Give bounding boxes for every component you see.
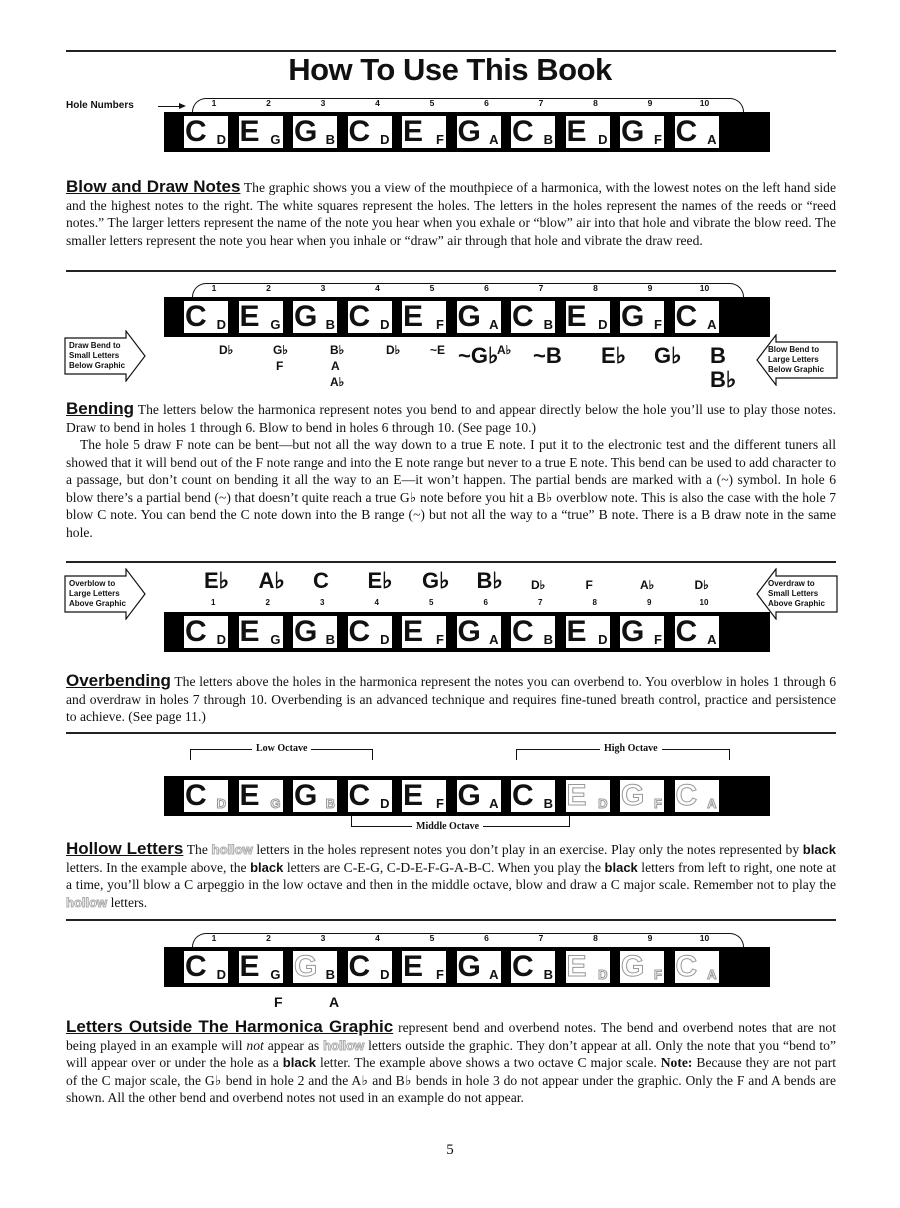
blow-draw-heading: Blow and Draw Notes <box>66 177 241 196</box>
outside-text-4: letter. The example above shows a two octave C major scale. <box>320 1055 657 1070</box>
draw-note: D <box>380 796 390 811</box>
bend-note-h10a: B <box>710 343 726 368</box>
blow-note: C <box>185 779 207 812</box>
bend-note-h2b: F <box>276 359 284 373</box>
draw-note: F <box>654 632 662 647</box>
blow-note: G <box>294 950 318 983</box>
overbend-note: A♭ <box>258 568 285 593</box>
harmonica-hole <box>511 116 555 148</box>
hole-number: 4 <box>375 283 380 293</box>
harmonica-hole <box>239 780 283 812</box>
draw-note: A <box>707 632 717 647</box>
draw-note: B <box>325 132 335 147</box>
bending-paragraph <box>66 400 836 541</box>
outside-text-3: letters outside the graphic. They don’t appear at all. Only the note that you “bend to” will appear over or under the hole as a <box>66 1037 837 1070</box>
bend-note-h10b: B♭ <box>710 367 737 392</box>
blow-note: E <box>566 779 587 812</box>
hole-number: 5 <box>429 933 435 943</box>
hole-number: 10 <box>699 283 710 293</box>
blow-note: E <box>403 115 424 148</box>
bend-note-h3b: A <box>331 359 340 373</box>
blow-bend-arrow <box>756 334 836 386</box>
overdraw-line3: Above Graphic <box>768 599 825 608</box>
hollow-text-1: The <box>186 842 208 857</box>
draw-note: D <box>380 967 390 982</box>
draw-note: D <box>598 317 608 332</box>
harmonica-hole <box>566 780 610 812</box>
overbend-note: E♭ <box>204 568 230 593</box>
harmonica-hole <box>457 116 501 148</box>
harmonica-hole <box>402 616 446 648</box>
draw-note: B <box>543 796 553 811</box>
bend-note-h8: E♭ <box>601 343 627 368</box>
overbend-note: E♭ <box>367 568 393 593</box>
blow-note: E <box>566 950 587 983</box>
blow-bend-line3: Below Graphic <box>768 365 825 374</box>
draw-note: B <box>543 632 553 647</box>
blow-note: G <box>457 115 481 148</box>
hollow-text-5: letters from left to right, one note at a time, you’ll blow a C arpeggio in the low octave and then in the middle octave, blow and draw a C major scale. Remember not to play the <box>66 859 837 892</box>
draw-note: F <box>654 317 662 332</box>
harmonica-hole <box>348 116 392 148</box>
bending-text1: The letters below the harmonica represent notes you bend to and appear directly below the hole you’ll use to play those notes. Draw to bend in holes 1 through 6. Blow to bend in holes 6 through 10. (See page 10.) <box>66 402 837 435</box>
harmonica-hole <box>511 301 555 333</box>
harmonica-hole <box>675 616 719 648</box>
blow-note: E <box>403 950 424 983</box>
draw-bend-line3: Below Graphic <box>69 361 126 370</box>
blow-note: C <box>675 300 698 333</box>
overbend-hole-number: 3 <box>320 598 325 607</box>
harmonica-hole <box>239 301 283 333</box>
blow-draw-text: The graphic shows you a view of the mouthpiece of a harmonica, with the lowest notes on the left hand side and the highest notes to the right. The white squares represent the holes. The letters in the holes represent the names of the reeds or “reed notes.” The larger letters represent the name of the note you hear when you exhale or “blow” air into that hole and vibrate the blow reed. The smaller letters represent the note you hear when you inhale or “draw” air through that hole and vibrate the draw reed. <box>66 180 836 248</box>
page-number: 5 <box>446 1142 454 1158</box>
draw-note: D <box>380 632 390 647</box>
hollow-text-6: letters. <box>110 894 148 910</box>
harmonica-hole <box>184 116 228 148</box>
blow-note: G <box>457 779 481 812</box>
outside-text-5: Because they are not part of the C major scale, the G♭ bend in hole 2 and the A♭ and B♭ bends in hole 3 do not appear under the graphic. Only the F and A bends are shown. All the other bend and overbend notes not used in an example do not appear. <box>66 1055 837 1105</box>
hole-number: 9 <box>647 98 653 108</box>
blow-note: G <box>457 950 481 983</box>
hole-number: 4 <box>375 933 380 943</box>
draw-note: B <box>543 317 553 332</box>
draw-note: B <box>325 967 335 982</box>
hole-number: 10 <box>699 933 710 943</box>
bend-note-h1: D♭ <box>219 343 234 357</box>
harmonica-body <box>164 297 770 337</box>
hole-number: 7 <box>538 933 544 943</box>
blow-note: G <box>621 779 645 812</box>
blow-note: C <box>348 779 371 812</box>
example-bend-h3: A <box>329 994 340 1010</box>
harmonica-hole <box>566 301 610 333</box>
blow-note: C <box>185 115 207 148</box>
overbend-hole-number: 1 <box>211 598 216 607</box>
draw-note: D <box>216 317 226 332</box>
bend-note-h9: G♭ <box>654 343 682 368</box>
draw-note: G <box>270 632 281 647</box>
overbend-hole-number: 8 <box>592 598 597 607</box>
harmonica-hole <box>293 116 337 148</box>
overbend-note: G♭ <box>422 568 450 593</box>
draw-note: F <box>654 796 662 811</box>
overblow-arrow <box>64 568 144 620</box>
draw-note: D <box>380 132 390 147</box>
black-word: black <box>802 842 837 857</box>
harmonica-hole <box>348 301 392 333</box>
hole-number: 2 <box>266 98 271 108</box>
hole-number: 6 <box>484 933 489 943</box>
harmonica-hole <box>184 780 228 812</box>
blow-note: C <box>512 615 534 648</box>
hole-number-row <box>210 933 750 945</box>
draw-bend-line2: Small Letters <box>69 351 120 360</box>
draw-note: A <box>707 967 717 982</box>
section-rule <box>66 732 836 734</box>
hollow-word: hollow <box>66 894 108 910</box>
draw-note: A <box>489 132 499 147</box>
overbend-note: F <box>585 578 593 592</box>
draw-note: G <box>270 967 281 982</box>
outside-text-2: appear as <box>267 1037 320 1053</box>
draw-note: A <box>707 132 717 147</box>
overbend-note: D♭ <box>531 578 546 592</box>
harmonica-hole <box>184 301 228 333</box>
harmonica-hole <box>457 951 501 983</box>
draw-note: F <box>436 317 444 332</box>
hole-number: 2 <box>266 283 271 293</box>
harmonica-hole <box>402 116 446 148</box>
overblow-line1: Overblow to <box>69 579 116 588</box>
harmonica-hole <box>184 951 228 983</box>
harmonica-hole <box>293 301 337 333</box>
harmonica-hole <box>620 780 664 812</box>
bend-note-h3a: B♭ <box>330 343 345 357</box>
blow-note: E <box>239 615 260 648</box>
harmonica-hole <box>566 951 610 983</box>
harmonica-hole <box>239 616 283 648</box>
low-octave-label: Low Octave <box>252 743 311 754</box>
hollow-text-2: letters in the holes represent notes you don’t play in an exercise. Play only the notes represented by <box>256 842 800 857</box>
blow-note: C <box>675 779 698 812</box>
black-word: black <box>604 859 638 875</box>
hole-number: 8 <box>593 283 598 293</box>
blow-note: E <box>239 779 260 812</box>
blow-note: C <box>675 115 698 148</box>
blow-note: C <box>512 779 534 812</box>
hollow-word: hollow <box>323 1037 365 1053</box>
blow-bend-line1: Blow Bend to <box>768 345 820 354</box>
blow-note: E <box>566 300 587 333</box>
harmonica-hole <box>457 780 501 812</box>
hole-number: 2 <box>266 933 271 943</box>
draw-note: G <box>270 317 281 332</box>
overbend-hole-number: 4 <box>374 598 379 607</box>
bend-note-h6b: A♭ <box>497 343 512 357</box>
outside-text-1: represent bend and overbend notes. The bend and overbend notes that are not being played in an example will <box>66 1020 836 1053</box>
draw-note: D <box>380 317 390 332</box>
hole-number: 1 <box>211 283 217 293</box>
draw-note: A <box>489 632 499 647</box>
harmonica-hole <box>239 951 283 983</box>
draw-note: A <box>707 317 717 332</box>
overblow-line2: Large Letters <box>69 589 120 598</box>
harmonica-body <box>164 776 770 816</box>
hole-number: 1 <box>211 98 217 108</box>
hollow-text-3: letters. In the example above, the <box>66 859 247 875</box>
draw-note: D <box>216 967 226 982</box>
section-rule <box>66 919 836 921</box>
draw-note: A <box>489 967 499 982</box>
hole-number: 5 <box>429 283 435 293</box>
blow-note: G <box>457 300 481 333</box>
harmonica-hole <box>457 616 501 648</box>
hollow-word: hollow <box>211 842 253 857</box>
hollow-letters-paragraph <box>66 840 836 911</box>
not-word: not <box>246 1037 264 1053</box>
blow-note: C <box>348 115 371 148</box>
middle-octave-label: Middle Octave <box>412 821 483 832</box>
hollow-letters-heading: Hollow Letters <box>66 839 184 858</box>
bend-note-h6a: ~G♭ <box>458 343 499 368</box>
hole-number-row <box>210 283 750 295</box>
draw-note: F <box>436 132 444 147</box>
blow-note: G <box>621 615 645 648</box>
draw-bend-arrow <box>64 330 144 382</box>
blow-note: C <box>675 615 698 648</box>
harmonica-hole <box>675 780 719 812</box>
bend-note-h2a: G♭ <box>273 343 288 357</box>
draw-note: A <box>489 796 499 811</box>
hole-numbers-arrow <box>158 106 180 107</box>
outside-heading: Letters Outside The Harmonica Graphic <box>66 1017 394 1036</box>
overdraw-line1: Overdraw to <box>768 579 815 588</box>
blow-note: C <box>675 950 698 983</box>
harmonica-hole <box>293 951 337 983</box>
hole-number: 7 <box>538 283 544 293</box>
draw-note: F <box>436 967 444 982</box>
hole-number: 3 <box>320 98 326 108</box>
blow-note: E <box>239 115 260 148</box>
example-bend-h2: F <box>274 994 283 1010</box>
high-octave-label: High Octave <box>600 743 662 754</box>
blow-bend-line2: Large Letters <box>768 355 819 364</box>
overbend-hole-number: 9 <box>647 598 652 607</box>
hole-number: 8 <box>593 98 598 108</box>
draw-note: A <box>489 317 499 332</box>
harmonica-hole <box>511 951 555 983</box>
hole-number-row <box>210 98 750 110</box>
draw-note: B <box>543 967 553 982</box>
overbend-note: D♭ <box>694 578 709 592</box>
blow-note: E <box>403 300 424 333</box>
overbend-hole-number: 2 <box>265 598 270 607</box>
blow-note: G <box>294 300 318 333</box>
harmonica-hole <box>675 116 719 148</box>
harmonica-hole <box>457 301 501 333</box>
black-word: black <box>250 859 284 875</box>
bending-text2: The hole 5 draw F note can be bent—but not all the way down to a true E note. I put it to the electronic test and the different tuners all showed that it will bend out of the F note range and into the E note range but never to a true E note. This bend can be used to add character to a passage, but don’t count on bending it all the way to an E—it won’t happen. The partial bends are marked with a (~) symbol. In hole 6 blow there’s a partial bend (~) that doesn’t quite reach a true G♭ note before you hit a B♭ overblow note. This is also the case with the hole 7 blow C note. You can bend the C note down into the B range (~) but not all the way to a “true” B note. There is a B draw note in the same hole. <box>66 437 836 540</box>
harmonica-hole <box>293 616 337 648</box>
outside-paragraph <box>66 1018 836 1107</box>
harmonica-hole <box>566 616 610 648</box>
draw-bend-line1: Draw Bend to <box>69 341 121 350</box>
harmonica-hole <box>402 780 446 812</box>
blow-note: G <box>294 115 318 148</box>
blow-note: E <box>566 115 587 148</box>
overbend-note: A♭ <box>640 578 655 592</box>
harmonica-hole <box>675 301 719 333</box>
harmonica-hole <box>348 951 392 983</box>
harmonica-hole <box>402 951 446 983</box>
harmonica-hole <box>620 116 664 148</box>
draw-note: D <box>216 132 226 147</box>
overbend-note: C <box>313 568 329 593</box>
page-title: How To Use This Book <box>288 52 612 87</box>
harmonica-hole <box>620 301 664 333</box>
draw-note: B <box>325 632 335 647</box>
draw-note: D <box>216 796 226 811</box>
blow-note: C <box>185 300 207 333</box>
blow-note: C <box>512 950 534 983</box>
blow-note: G <box>621 950 645 983</box>
hole-number: 1 <box>211 933 217 943</box>
blow-note: G <box>294 615 318 648</box>
harmonica-hole <box>348 780 392 812</box>
blow-note: G <box>621 300 645 333</box>
hole-number: 9 <box>647 933 653 943</box>
draw-note: D <box>598 796 608 811</box>
bend-note-h3c: A♭ <box>330 375 345 389</box>
blow-note: E <box>403 615 424 648</box>
blow-note: E <box>239 950 260 983</box>
harmonica-body <box>164 612 770 652</box>
hole-number: 4 <box>375 98 380 108</box>
draw-note: G <box>270 132 281 147</box>
overbend-hole-number: 5 <box>429 598 434 607</box>
overbend-hole-number: 10 <box>699 598 709 607</box>
hole-number: 3 <box>320 933 326 943</box>
section-rule <box>66 561 836 563</box>
blow-note: G <box>621 115 645 148</box>
draw-note: D <box>598 632 608 647</box>
harmonica-hole <box>675 951 719 983</box>
blow-note: E <box>566 615 587 648</box>
harmonica-hole <box>348 616 392 648</box>
blow-note: C <box>185 615 207 648</box>
draw-note: D <box>216 632 226 647</box>
harmonica-body <box>164 112 770 152</box>
harmonica-hole <box>620 616 664 648</box>
hole-number: 10 <box>699 98 710 108</box>
harmonica-hole <box>184 616 228 648</box>
draw-note: A <box>707 796 717 811</box>
blow-note: G <box>294 779 318 812</box>
blow-note: G <box>457 615 481 648</box>
blow-note: C <box>185 950 207 983</box>
draw-note: D <box>598 132 608 147</box>
hollow-text-4: letters are C-E-G, C-D-E-F-G-A-B-C. When you play the <box>286 859 602 875</box>
harmonica-hole <box>566 116 610 148</box>
overblow-line3: Above Graphic <box>69 599 126 608</box>
draw-note: B <box>325 796 335 811</box>
overbending-heading: Overbending <box>66 671 171 690</box>
blow-note: C <box>512 115 534 148</box>
harmonica-hole <box>620 951 664 983</box>
draw-note: F <box>654 132 662 147</box>
hole-number: 9 <box>647 283 653 293</box>
overbend-hole-number: 7 <box>538 598 543 607</box>
bending-heading: Bending <box>66 399 134 418</box>
draw-note: B <box>325 317 335 332</box>
hole-number: 8 <box>593 933 598 943</box>
bend-note-h7: ~B <box>533 343 562 368</box>
section-rule <box>66 270 836 272</box>
hole-number: 5 <box>429 98 435 108</box>
draw-note: D <box>598 967 608 982</box>
draw-note: F <box>654 967 662 982</box>
hole-number: 6 <box>484 283 489 293</box>
draw-note: B <box>543 132 553 147</box>
harmonica-hole <box>293 780 337 812</box>
harmonica-hole <box>402 301 446 333</box>
harmonica-hole <box>511 616 555 648</box>
blow-note: C <box>348 300 371 333</box>
blow-note: E <box>239 300 260 333</box>
blow-note: C <box>348 950 371 983</box>
overbending-paragraph <box>66 672 836 726</box>
overdraw-line2: Small Letters <box>768 589 819 598</box>
hole-number: 3 <box>320 283 326 293</box>
blow-note: C <box>348 615 371 648</box>
top-rule <box>66 50 836 52</box>
overbend-note: B♭ <box>476 568 503 593</box>
black-word: black <box>282 1055 317 1070</box>
blow-note: C <box>512 300 534 333</box>
blow-draw-paragraph <box>66 178 836 249</box>
draw-note: G <box>270 796 281 811</box>
bend-note-h4: D♭ <box>386 343 401 357</box>
blow-note: E <box>403 779 424 812</box>
hole-numbers-label: Hole Numbers <box>66 100 134 111</box>
bend-note-h5: ~E <box>430 343 446 357</box>
harmonica-body <box>164 947 770 987</box>
draw-note: F <box>436 632 444 647</box>
hole-number: 7 <box>538 98 544 108</box>
harmonica-hole <box>239 116 283 148</box>
overbend-hole-number: 6 <box>483 598 488 607</box>
harmonica-hole <box>511 780 555 812</box>
hole-number: 6 <box>484 98 489 108</box>
draw-note: F <box>436 796 444 811</box>
note-label: Note: <box>660 1055 693 1070</box>
overbending-text: The letters above the holes in the harmonica represent the notes you can overbend to. You overblow in holes 1 through 6 and overdraw in holes 7 through 10. Overbending is an advanced technique and requires fine-tuned breath control, practice and persistence to achieve. (See page 11.) <box>66 674 837 724</box>
